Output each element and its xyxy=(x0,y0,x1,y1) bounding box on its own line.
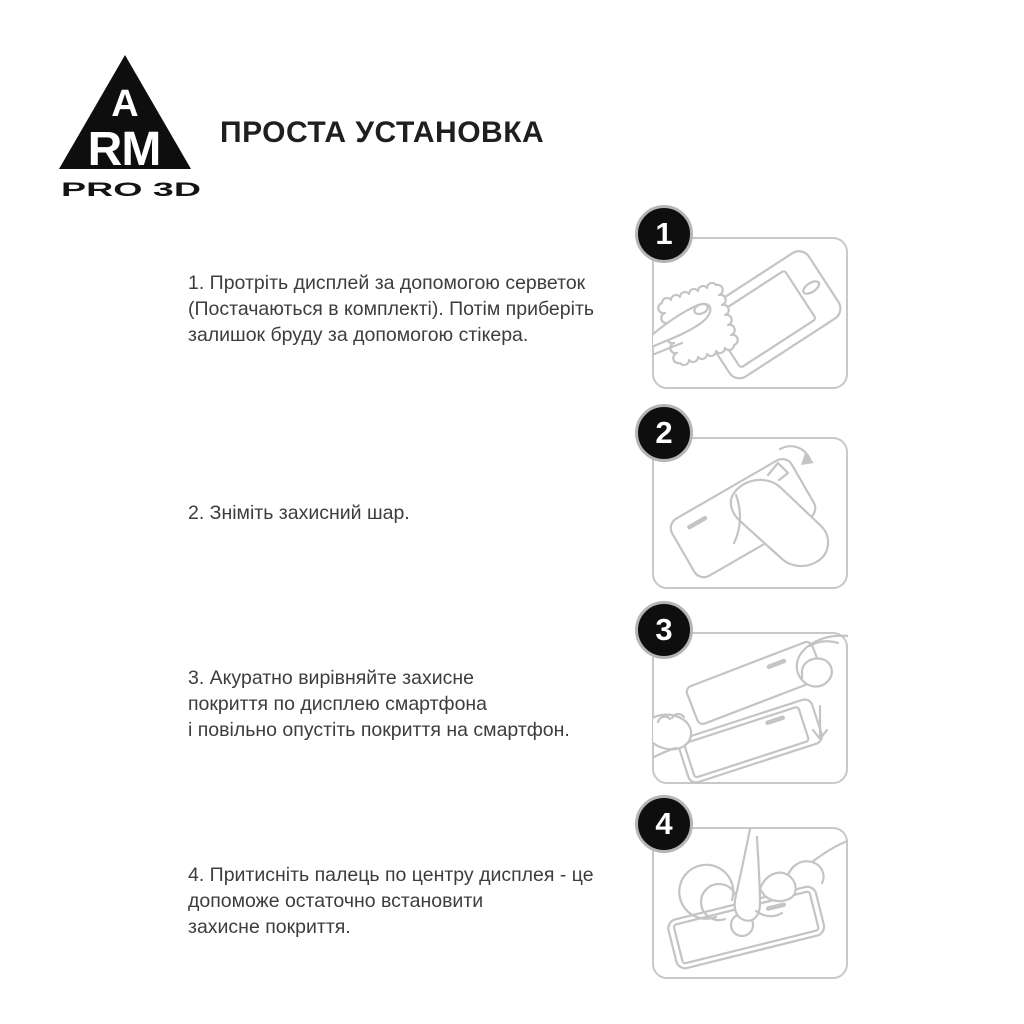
step-1-instructions xyxy=(188,270,663,348)
instruction-line: захисне покриття. xyxy=(188,916,351,938)
instruction-line: (Постачаються в комплекті). Потім приберіть xyxy=(188,298,595,320)
step-2-badge xyxy=(635,404,693,462)
step-2-illustration-panel xyxy=(652,437,848,589)
instruction-line: допоможе остаточно встановити xyxy=(188,890,484,912)
step-2-instructions xyxy=(188,500,663,526)
pressing-finger-icon xyxy=(735,829,848,921)
step-3-illustration-panel xyxy=(652,632,848,784)
step-1-illustration-panel xyxy=(652,237,848,389)
instruction-line: 2. Зніміть захисний шар. xyxy=(188,502,410,524)
step-number: 4 xyxy=(655,806,673,841)
step-number: 3 xyxy=(655,612,673,647)
page-title: ПРОСТА УСТАНОВКА xyxy=(220,116,545,149)
press-display-icon xyxy=(652,827,848,979)
phone-icon xyxy=(677,697,824,784)
instruction-line: 1. Протріть дисплей за допомогою серветок xyxy=(188,272,586,294)
instruction-line: 4. Притисніть палець по центру дисплея - це xyxy=(188,864,594,886)
wipe-phone-icon xyxy=(652,237,848,389)
peel-film-icon xyxy=(652,437,848,589)
thumb-icon xyxy=(802,658,832,686)
step-4-instructions xyxy=(188,862,663,940)
step-1-badge xyxy=(635,205,693,263)
instruction-line: залишок бруду за допомогою стікера. xyxy=(188,324,529,346)
align-protector-icon xyxy=(652,632,848,784)
step-3-badge xyxy=(635,601,693,659)
curved-arrow-icon xyxy=(780,446,814,465)
logo-letters-rm: RM xyxy=(87,123,161,176)
step-number: 2 xyxy=(655,415,673,450)
hand-icon xyxy=(652,714,691,758)
arm-pro-3d-logo xyxy=(57,53,207,203)
logo-letter-a: A xyxy=(111,83,139,125)
step-4-badge xyxy=(635,795,693,853)
instruction-line: і повільно опустіть покриття на смартфон. xyxy=(188,719,570,741)
step-4-illustration-panel xyxy=(652,827,848,979)
step-3-instructions xyxy=(188,665,663,743)
instruction-line: покриття по дисплею смартфона xyxy=(188,693,488,715)
step-number: 1 xyxy=(655,216,673,251)
logo-subtext: PRO 3D xyxy=(61,180,201,201)
instruction-line: 3. Акуратно вирівняйте захисне xyxy=(188,667,474,689)
